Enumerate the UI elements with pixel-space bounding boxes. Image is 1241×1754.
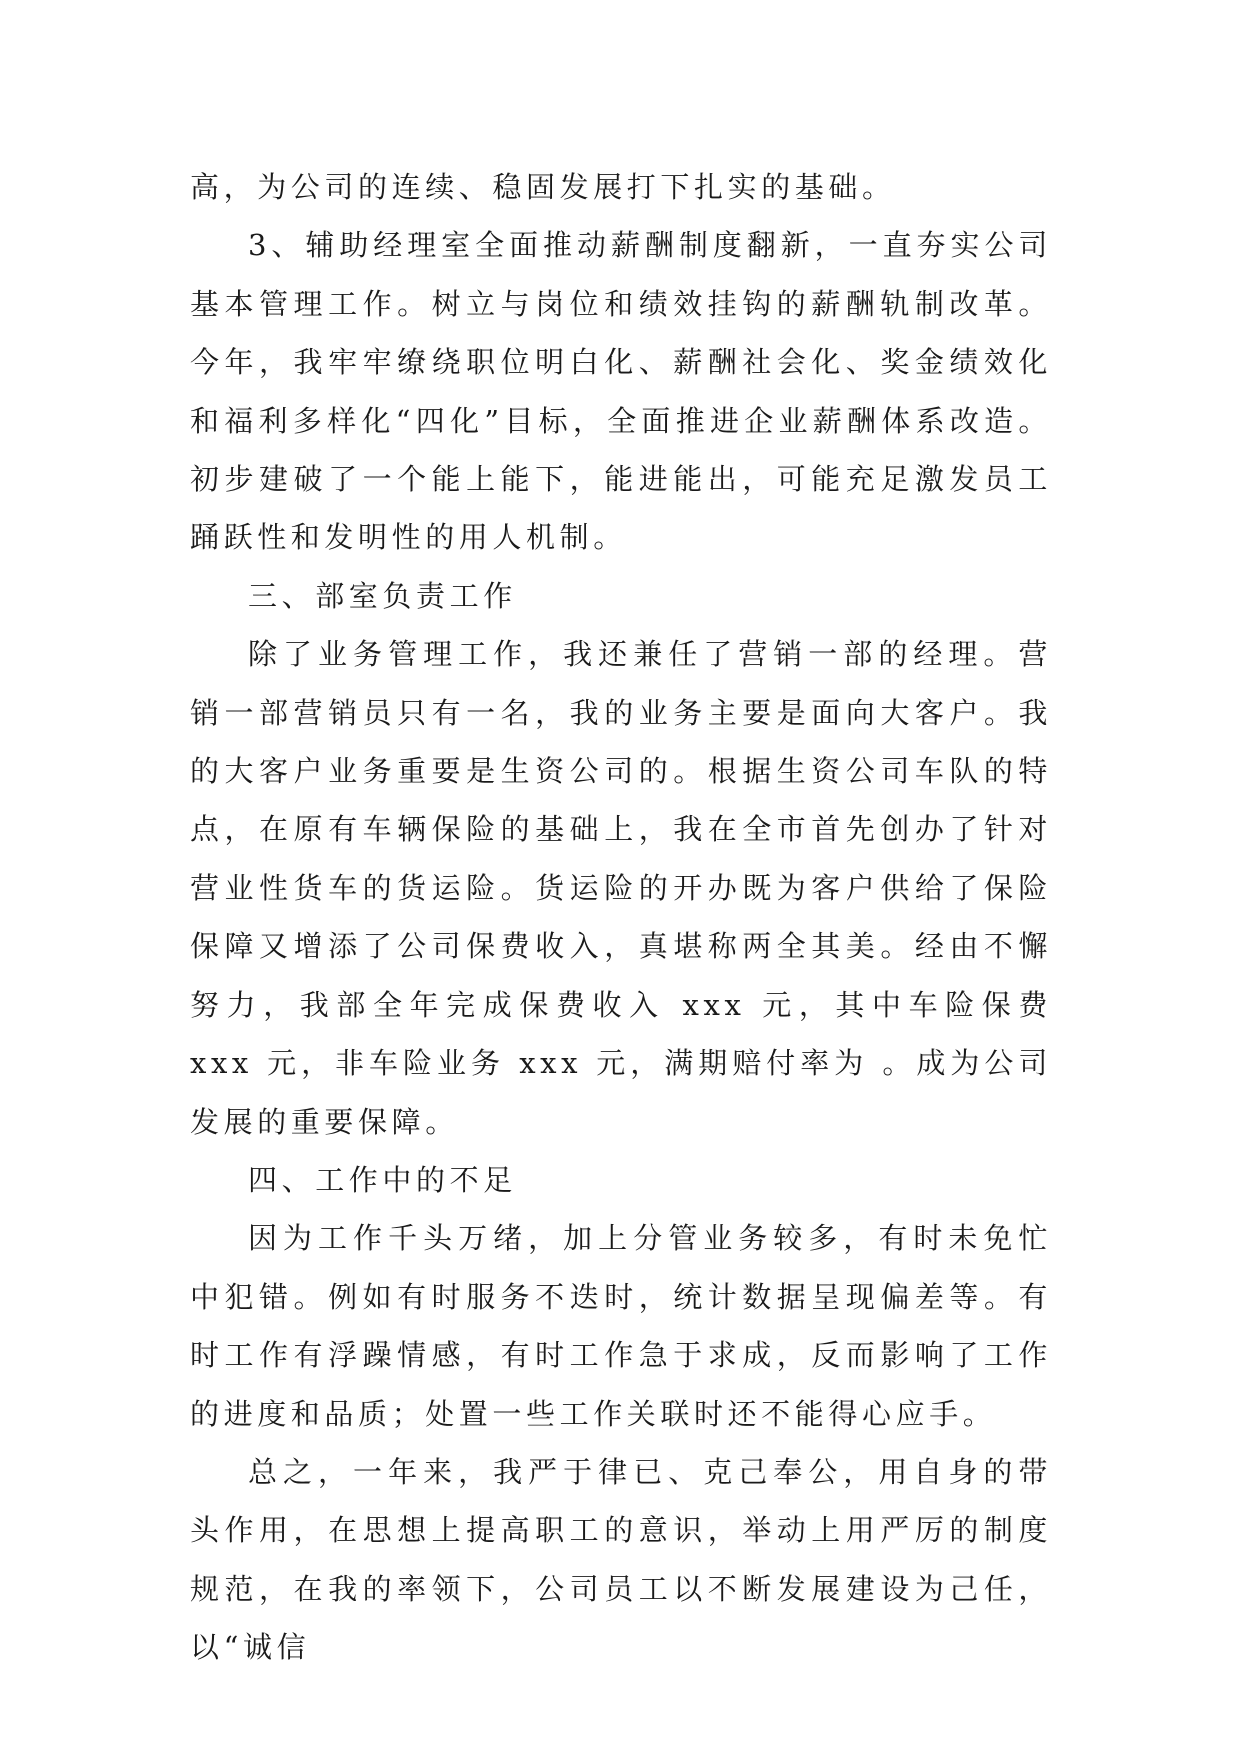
paragraph-summary: 总之，一年来，我严于律已、克己奉公，用自身的带头作用，在思想上提高职工的意识，举动上用严厉的制度规范，在我的率领下，公司员工以不断发展建设为己任，以“诚信 <box>190 1454 1052 1665</box>
section-heading-shortcomings: 四、工作中的不足 <box>248 1162 517 1197</box>
paragraph-salary-reform: 3、辅助经理室全面推动薪酬制度翻新，一直夯实公司基本管理工作。树立与岗位和绩效挂钩的薪酬轨制改革。今年，我牢牢缭绕职位明白化、薪酬社会化、奖金绩效化和福利多样化“四化”目标，全面推进企业薪酬体系改造。初步建破了一个能上能下，能进能出，可能充足激发员工踊跃性和发明性的用人机制。 <box>190 228 1052 555</box>
paragraph-continuation: 高，为公司的连续、稳固发展打下扎实的基础。 <box>190 170 896 204</box>
section-heading-department-work: 三、部室负责工作 <box>248 578 517 613</box>
document-body <box>190 158 1052 1677</box>
paragraph-shortcomings: 因为工作千头万绪，加上分管业务较多，有时未免忙中犯错。例如有时服务不迭时，统计数据呈现偏差等。有时工作有浮躁情感，有时工作急于求成，反而影响了工作的进度和品质；处置一些工作关联时还不能得心应手。 <box>190 1221 1052 1431</box>
paragraph-marketing-department: 除了业务管理工作，我还兼任了营销一部的经理。营销一部营销员只有一名，我的业务主要是面向大客户。我的大客户业务重要是生资公司的。根据生资公司车队的特点，在原有车辆保险的基础上，我在全市首先创办了针对营业性货车的货运险。货运险的开办既为客户供给了保险保障又增添了公司保费收入，真堪称两全其美。经由不懈努力，我部全年完成保费收入 xxx 元，其中车险保费 xxx 元，非车险业务 xxx 元，满期赔付率为 。成为公司发展的重要保障。 <box>190 637 1052 1139</box>
